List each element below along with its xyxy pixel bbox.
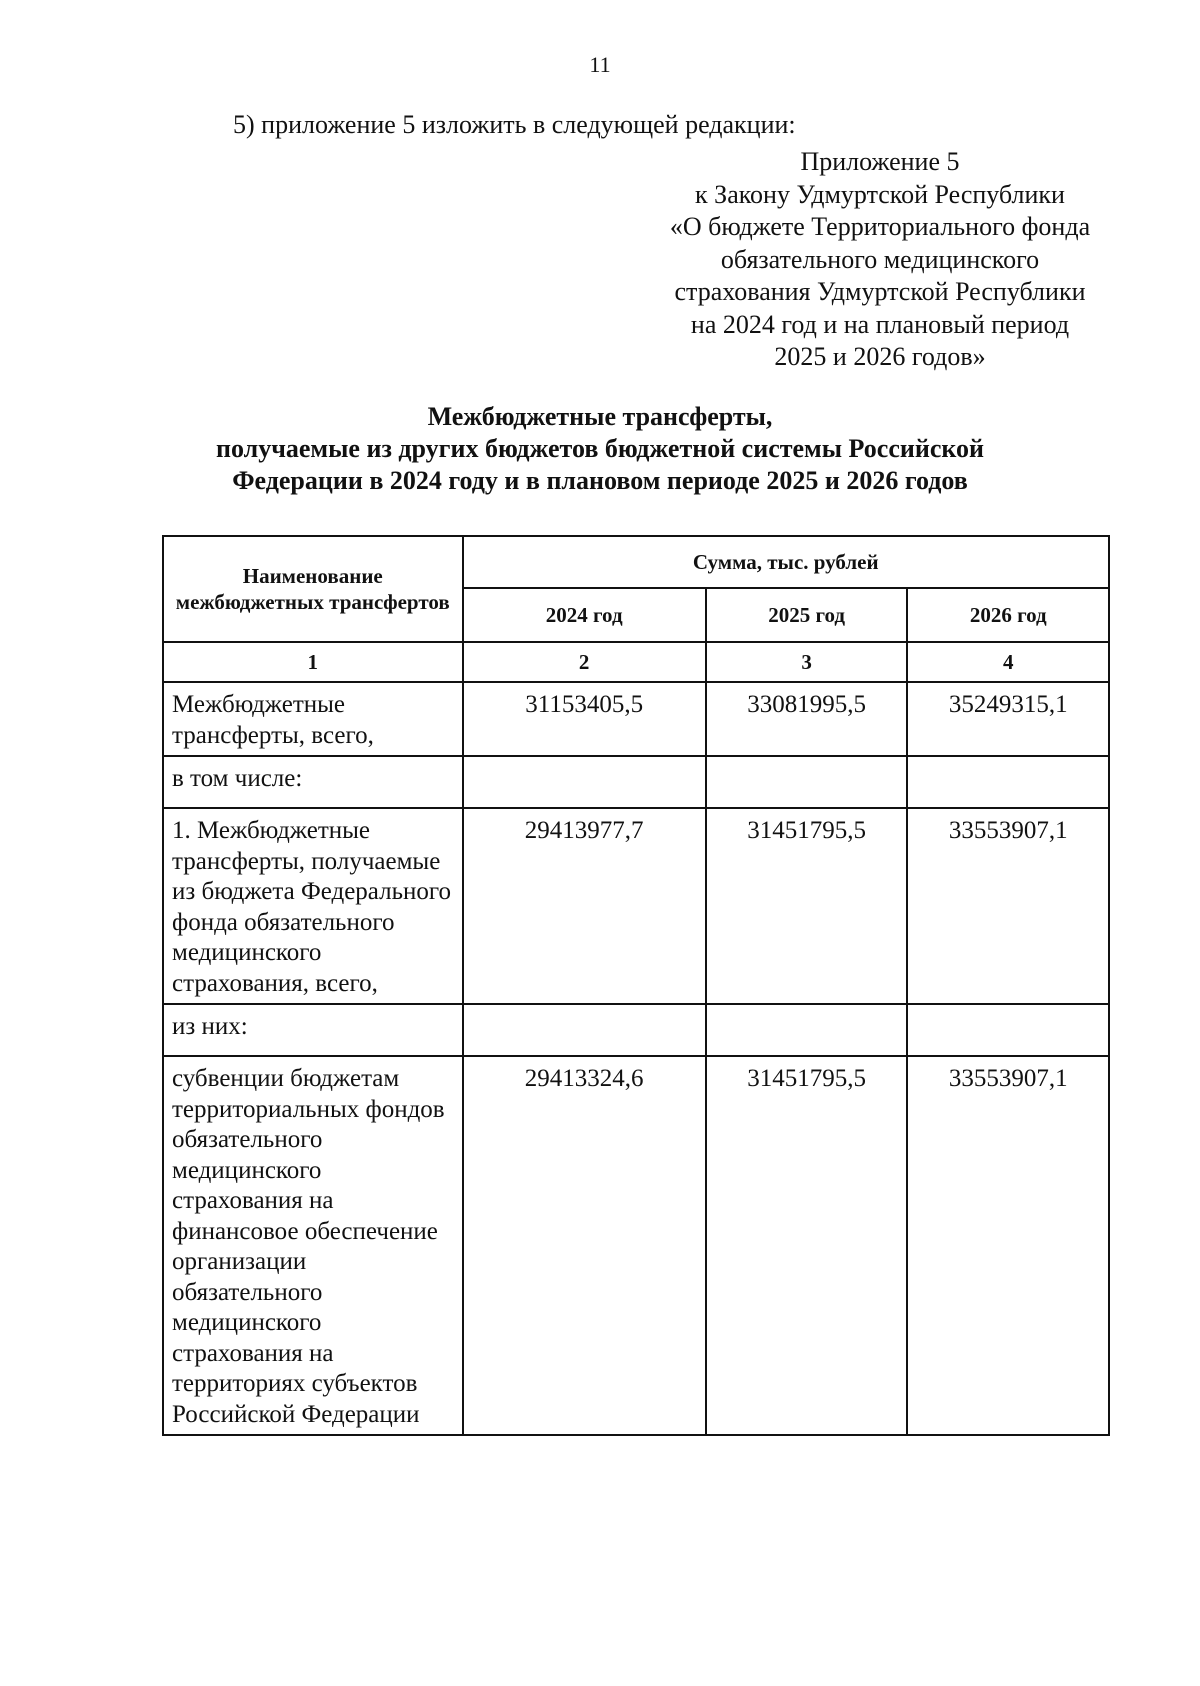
row-name: из них:: [163, 1004, 463, 1056]
column-number-row: [163, 642, 1109, 682]
appendix-line: «О бюджете Территориального фонда: [669, 212, 1091, 241]
row-name: в том числе:: [163, 756, 463, 808]
table-row: [163, 756, 1109, 808]
value-2024: 29413324,6: [463, 1056, 706, 1435]
transfers-table: [162, 535, 1110, 1436]
value-2025: 31451795,5: [706, 808, 908, 1004]
appendix-line: на 2024 год и на плановый период: [690, 309, 1070, 339]
table-row: [163, 1056, 1109, 1435]
header-year-2024: 2024 год: [463, 588, 706, 642]
title-line: Федерации в 2024 году и в плановом периоде 2025 и 2026 годов: [232, 466, 968, 495]
document-title: [150, 401, 1050, 497]
title-line: Межбюджетные трансферты,: [427, 402, 773, 431]
appendix-line: страхования Удмуртской Республики: [674, 277, 1086, 306]
row-name: 1. Межбюджетные трансферты, получаемые из бюджета Федерального фонда обязательного медицинского страхования, всего,: [163, 808, 463, 1004]
value-2024: [463, 756, 706, 808]
value-2026: [907, 1004, 1109, 1056]
header-year-2026: 2026 год: [907, 588, 1109, 642]
appendix-line: Приложение 5: [800, 147, 960, 176]
value-2024: 31153405,5: [463, 682, 706, 756]
column-number: 1: [163, 642, 463, 682]
amendment-intro: 5) приложение 5 изложить в следующей редакции:: [233, 110, 796, 139]
header-sum: Сумма, тыс. рублей: [463, 536, 1110, 588]
value-2026: [907, 756, 1109, 808]
column-number: 4: [907, 642, 1109, 682]
value-2025: 31451795,5: [706, 1056, 908, 1435]
page-number: 11: [589, 52, 611, 77]
value-2026: 33553907,1: [907, 1056, 1109, 1435]
row-name: Межбюджетные трансферты, всего,: [163, 682, 463, 756]
value-2024: [463, 1004, 706, 1056]
column-number: 3: [706, 642, 908, 682]
value-2025: [706, 1004, 908, 1056]
value-2024: 29413977,7: [463, 808, 706, 1004]
appendix-line: к Закону Удмуртской Республики: [695, 179, 1065, 209]
table-row: [163, 682, 1109, 756]
table-row: [163, 1004, 1109, 1056]
value-2025: [706, 756, 908, 808]
table-row: [163, 808, 1109, 1004]
column-number: 2: [463, 642, 706, 682]
header-year-2025: 2025 год: [706, 588, 908, 642]
title-line: получаемые из других бюджетов бюджетной системы Российской: [215, 434, 984, 463]
value-2026: 35249315,1: [907, 682, 1109, 756]
value-2025: 33081995,5: [706, 682, 908, 756]
appendix-heading: [640, 146, 1120, 374]
appendix-line: 2025 и 2026 годов»: [774, 342, 986, 371]
value-2026: 33553907,1: [907, 808, 1109, 1004]
header-transfer-name: Наименование межбюджетных трансфертов: [163, 536, 463, 642]
row-name: субвенции бюджетам территориальных фондов обязательного медицинского страхования на финансовое обеспечение организации обязательного медицинского страхования на территориях субъектов Российской Федерации: [163, 1056, 463, 1435]
appendix-line: обязательного медицинского: [720, 244, 1040, 274]
